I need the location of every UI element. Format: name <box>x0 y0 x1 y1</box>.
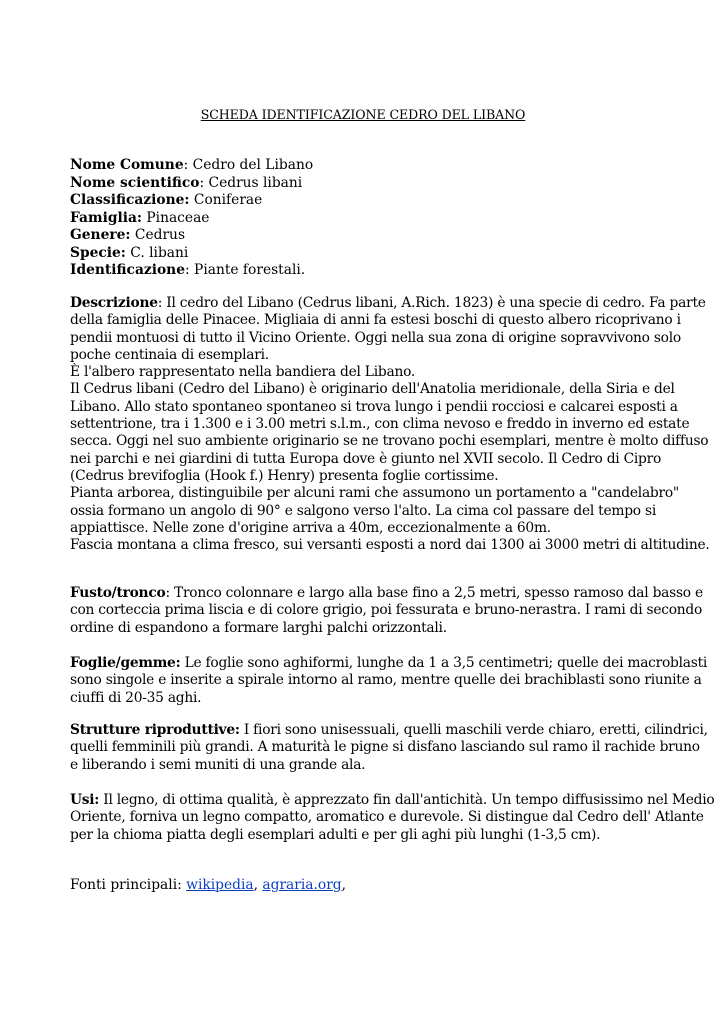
paragraph-line: della famiglia delle Pinacee. Migliaia di anni fa estesi boschi di questo albero ricoprivano i <box>70 312 681 329</box>
line-text: : Il cedro del Libano (Cedrus libani, A.Rich. 1823) è una specie di cedro. Fa parte <box>157 295 706 311</box>
paragraph-line: e liberando i semi muniti di una grande ala. <box>70 756 366 773</box>
paragraph-line <box>70 792 715 809</box>
paragraph-line <box>70 655 708 672</box>
field-value: Cedrus libani <box>208 174 303 191</box>
paragraph-line: ciuffi di 20-35 aghi. <box>70 689 202 706</box>
section-label: Descrizione <box>70 295 158 311</box>
paragraph-line: quelli femminili più grandi. A maturità le pigne si disfano lasciando sul ramo il rachide bruno <box>70 739 700 756</box>
field-specie <box>70 245 188 263</box>
field-label: Specie: <box>70 244 126 261</box>
field-value: Cedro del Libano <box>192 157 314 173</box>
paragraph-line: ossia formano un angolo di 90° e salgono verso l'alto. La cima col passare del tempo si <box>70 502 656 519</box>
section-label: Strutture riproduttive: <box>70 722 240 738</box>
paragraph-line: settentrione, tra i 1.300 e i 3.00 metri s.l.m., con clima nevoso e freddo in inverno ed estate <box>70 416 690 433</box>
paragraph-line: secca. Oggi nel suo ambiente originario se ne trovano pochi esemplari, mentre è molto diffuso <box>70 433 709 450</box>
document-title: SCHEDA IDENTIFICAZIONE CEDRO DEL LIBANO <box>200 107 526 122</box>
source-link-agraria[interactable]: agraria.org <box>262 877 342 893</box>
sources-label: Fonti principali: <box>70 877 187 893</box>
section-foglie-gemme <box>70 655 708 707</box>
paragraph-line: È l'albero rappresentato nella bandiera del Libano. <box>70 364 416 381</box>
paragraph-line: con corteccia prima liscia e di colore grigio, poi fessurata e bruno-nerastra. I rami di secondo <box>70 602 703 619</box>
paragraph-line: pendii montuosi di tutto il Vicino Oriente. Oggi nella sua zona di origine sopravvivono solo <box>70 329 681 346</box>
field-label: Classificazione: <box>70 192 190 208</box>
section-label: Fusto/tronco <box>70 585 166 601</box>
paragraph-line: per la chioma piatta degli esemplari adulti e per gli aghi più lunghi (1-3,5 cm). <box>70 826 601 843</box>
paragraph-line: Pianta arborea, distinguibile per alcuni rami che assumono un portamento a "candelabro" <box>70 485 679 502</box>
paragraph-line: appiattisce. Nelle zone d'origine arriva a 40m, eccezionalmente a 60m. <box>70 519 551 536</box>
section-fusto-tronco <box>70 585 703 637</box>
field-label: Genere: <box>70 227 131 243</box>
section-usi <box>70 792 715 844</box>
section-strutture-riproduttive <box>70 722 708 774</box>
paragraph-line: poche centinaia di esemplari. <box>70 346 269 363</box>
field-classificazione <box>70 192 262 210</box>
field-sep: : <box>183 157 193 173</box>
paragraph-line: (Cedrus brevifoglia (Hook f.) Henry) presenta foglie cortissime. <box>70 467 499 484</box>
paragraph-line: Fascia montana a clima fresco, sui versanti esposti a nord dai 1300 ai 3000 metri di altitudine. <box>70 537 710 554</box>
source-link-wikipedia[interactable]: wikipedia <box>186 877 254 893</box>
field-label: Identificazione <box>70 262 185 278</box>
field-nome-scientifico <box>70 175 302 193</box>
section-label: Foglie/gemme: <box>70 655 181 671</box>
paragraph-line: nei parchi e nei giardini di tutta Europa dove è giunto nel XVII secolo. Il Cedro di Cipro <box>70 450 662 467</box>
line-text: I fiori sono unisessuali, quelli maschili verde chiaro, eretti, cilindrici, <box>239 722 708 738</box>
paragraph-line: sono singole e inserite a spirale intorno al ramo, mentre quelle dei brachiblasti sono riunite a <box>70 672 702 689</box>
field-sep: : <box>184 262 195 278</box>
field-value: Piante forestali. <box>194 262 306 278</box>
field-identificazione <box>70 262 305 280</box>
field-label: Famiglia: <box>70 209 142 226</box>
paragraph-line: Oriente, forniva un legno compatto, aromatico e durevole. Si distingue dal Cedro dell' Atlante <box>70 809 704 826</box>
paragraph-line <box>70 295 706 312</box>
section-label: Usi: <box>70 792 100 808</box>
sources-trail: , <box>341 877 347 893</box>
paragraph-line: Il Cedrus libani (Cedro del Libano) è originario dell'Anatolia meridionale, della Siria e del <box>70 381 675 398</box>
field-value: Coniferae <box>193 192 263 208</box>
field-famiglia <box>70 210 209 228</box>
paragraph-line <box>70 585 703 602</box>
section-descrizione <box>70 295 710 554</box>
line-text: Le foglie sono aghiformi, lunghe da 1 a 3,5 centimetri; quelle dei macroblasti <box>180 655 708 671</box>
field-label: Nome scientifico <box>70 174 200 191</box>
line-text: : Tronco colonnare e largo alla base fino a 2,5 metri, spesso ramoso dal basso e <box>165 585 703 601</box>
line-text: Il legno, di ottima qualità, è apprezzato fin dall'antichità. Un tempo diffusissimo nel Medio <box>99 792 715 808</box>
paragraph-line <box>70 722 708 739</box>
field-genere <box>70 227 185 245</box>
field-label: Nome Comune <box>70 157 184 173</box>
paragraph-line: ordine di espandono a formare larghi palchi orizzontali. <box>70 619 447 636</box>
field-sep: : <box>199 174 209 191</box>
paragraph-line: Libano. Allo stato spontaneo spontaneo si trova lungo i pendii rocciosi e calcarei esposti a <box>70 398 678 415</box>
field-value: Cedrus <box>134 227 186 243</box>
field-nome-comune <box>70 157 313 175</box>
field-value: C. libani <box>130 244 189 261</box>
sources-line <box>70 877 346 895</box>
sources-separator: , <box>253 877 263 893</box>
field-value: Pinaceae <box>146 209 210 226</box>
